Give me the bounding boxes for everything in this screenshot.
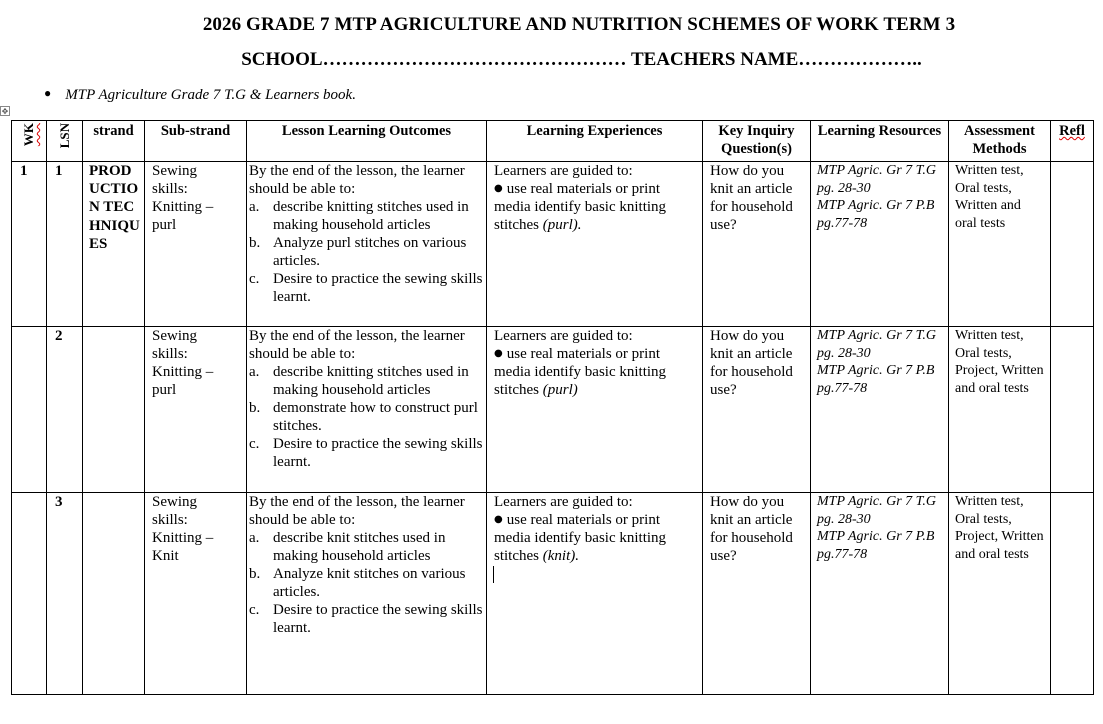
resources-cell	[811, 327, 949, 493]
strand-cell	[83, 162, 145, 327]
reference-bullet	[44, 86, 356, 104]
experience-intro: Learners are guided to:	[494, 328, 633, 344]
bullet-icon: ●	[494, 348, 503, 359]
header-outcomes: Lesson Learning Outcomes	[247, 121, 487, 162]
header-sub-strand: Sub-strand	[145, 121, 247, 162]
sub-strand-line: skills:	[152, 181, 188, 197]
header-lsn-label: LSN	[56, 123, 72, 149]
header-reflection	[1051, 121, 1094, 162]
bullet-icon: ●	[494, 514, 503, 525]
outcome-intro: By the end of the lesson, the learner should be able to:	[249, 494, 465, 528]
resource-item: MTP Agric. Gr 7 P.B pg.77-78	[817, 363, 935, 396]
reflection-cell[interactable]	[1051, 327, 1094, 493]
sub-strand-line: purl	[152, 217, 177, 233]
outcome-item: a. describe knitting stitches used in making household articles	[249, 199, 469, 233]
assessment-cell: Written test, Oral tests, Written and oral tests	[949, 162, 1051, 327]
strand-cell	[83, 327, 145, 493]
sub-strand-line: Sewing	[152, 163, 197, 179]
header-experiences: Learning Experiences	[487, 121, 703, 162]
experiences-cell[interactable]	[487, 493, 703, 695]
strand-text: PRODUCTION TECHNIQUES	[89, 163, 140, 252]
table-row	[12, 493, 1094, 695]
outcome-item: a. describe knit stitches used in making household articles	[249, 530, 446, 564]
bullet-icon: ●	[44, 86, 52, 100]
header-wk-label: WK	[21, 123, 36, 147]
outcome-item: c. Desire to practice the sewing skills learnt.	[249, 602, 483, 636]
table-row	[12, 162, 1094, 327]
header-resources: Learning Resources	[811, 121, 949, 162]
sub-strand-line: skills:	[152, 512, 188, 528]
sub-strand-line: Sewing	[152, 328, 197, 344]
sub-strand-cell	[145, 493, 247, 695]
lesson-cell: 2	[47, 327, 83, 493]
header-assessment: Assessment Methods	[949, 121, 1051, 162]
outcome-item: c. Desire to practice the sewing skills learnt.	[249, 271, 483, 305]
experience-item: ● use real materials or print media identify basic knitting stitches (knit).	[494, 512, 667, 564]
week-cell	[12, 327, 47, 493]
header-wk	[12, 121, 47, 162]
strand-cell	[83, 493, 145, 695]
header-inquiry: Key Inquiry Question(s)	[703, 121, 811, 162]
experiences-cell	[487, 327, 703, 493]
outcomes-cell	[247, 327, 487, 493]
resources-cell	[811, 493, 949, 695]
resource-item: MTP Agric. Gr 7 P.B pg.77-78	[817, 529, 935, 562]
header-lsn	[47, 121, 83, 162]
inquiry-cell: How do you knit an article for household use?	[703, 327, 811, 493]
assessment-cell: Written test, Oral tests, Project, Written and oral tests	[949, 327, 1051, 493]
reference-text: MTP Agriculture Grade 7 T.G & Learners book.	[65, 87, 356, 103]
week-cell: 1	[12, 162, 47, 327]
assessment-cell: Written test, Oral tests, Project, Written and oral tests	[949, 493, 1051, 695]
reflection-cell[interactable]	[1051, 162, 1094, 327]
table-row	[12, 327, 1094, 493]
inquiry-cell: How do you knit an article for household use?	[703, 162, 811, 327]
resources-cell	[811, 162, 949, 327]
week-cell	[12, 493, 47, 695]
sub-strand-cell	[145, 327, 247, 493]
outcome-item: b. Analyze purl stitches on various articles.	[249, 235, 467, 269]
header-reflection-label: Refl	[1059, 123, 1085, 139]
outcomes-cell	[247, 493, 487, 695]
schemes-table	[11, 120, 1094, 695]
school-teacher-line: SCHOOL………………………………………… TEACHERS NAME………………..	[241, 49, 922, 70]
resource-item: MTP Agric. Gr 7 T.G pg. 28-30	[817, 328, 937, 361]
experience-intro: Learners are guided to:	[494, 163, 633, 179]
outcomes-cell	[247, 162, 487, 327]
sub-strand-line: Sewing	[152, 494, 197, 510]
table-header-row	[12, 121, 1094, 162]
resource-item: MTP Agric. Gr 7 T.G pg. 28-30	[817, 163, 937, 196]
text-cursor	[493, 566, 494, 583]
reflection-cell[interactable]	[1051, 493, 1094, 695]
resource-item: MTP Agric. Gr 7 P.B pg.77-78	[817, 198, 935, 231]
outcome-item: c. Desire to practice the sewing skills learnt.	[249, 436, 483, 470]
outcome-item: b. demonstrate how to construct purl stitches.	[249, 400, 478, 434]
lesson-cell: 1	[47, 162, 83, 327]
table-move-handle-icon[interactable]: ✥	[1, 107, 9, 116]
experiences-cell	[487, 162, 703, 327]
experience-intro: Learners are guided to:	[494, 494, 633, 510]
inquiry-cell: How do you knit an article for household use?	[703, 493, 811, 695]
sub-strand-cell	[145, 162, 247, 327]
lesson-cell: 3	[47, 493, 83, 695]
sub-strand-line: Knit	[152, 548, 179, 564]
sub-strand-line: Knitting –	[152, 199, 214, 215]
outcome-item: b. Analyze knit stitches on various articles.	[249, 566, 466, 600]
outcome-intro: By the end of the lesson, the learner should be able to:	[249, 328, 465, 362]
sub-strand-line: Knitting –	[152, 530, 214, 546]
bullet-icon: ●	[494, 183, 503, 194]
experience-item: ● use real materials or print media identify basic knitting stitches (purl)	[494, 346, 667, 398]
document-title: 2026 GRADE 7 MTP AGRICULTURE AND NUTRITION SCHEMES OF WORK TERM 3	[202, 14, 956, 35]
experience-item: ● use real materials or print media identify basic knitting stitches (purl).	[494, 181, 667, 233]
sub-strand-line: Knitting –	[152, 364, 214, 380]
outcome-intro: By the end of the lesson, the learner should be able to:	[249, 163, 465, 197]
resource-item: MTP Agric. Gr 7 T.G pg. 28-30	[817, 494, 937, 527]
outcome-item: a. describe knitting stitches used in making household articles	[249, 364, 469, 398]
sub-strand-line: skills:	[152, 346, 188, 362]
sub-strand-line: purl	[152, 382, 177, 398]
header-strand: strand	[83, 121, 145, 162]
